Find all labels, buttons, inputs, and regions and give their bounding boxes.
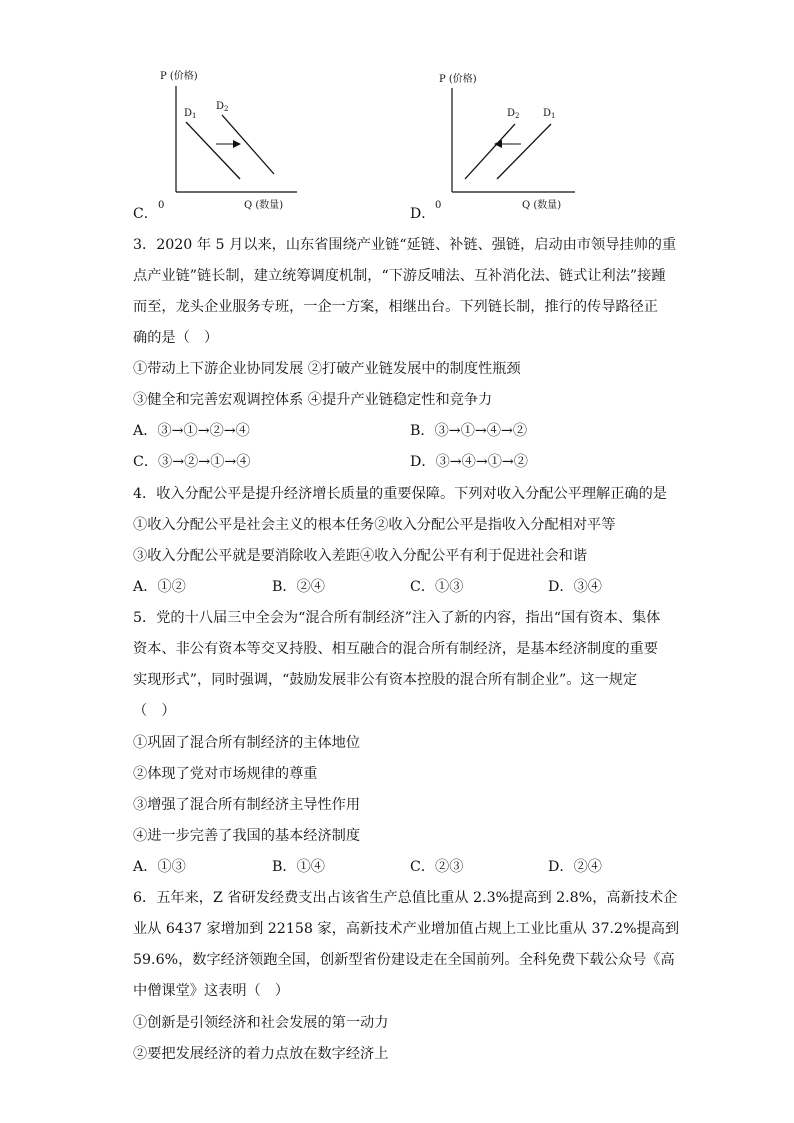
- q3-option-a: A．③→①→②→④: [133, 423, 250, 439]
- q3-option-c: C．③→②→①→④: [133, 454, 251, 470]
- graph-c-svg: [150, 62, 310, 214]
- graph-d-curve1: [465, 124, 515, 179]
- q5-line: （ ）: [133, 703, 176, 719]
- graph-d-origin: 0: [435, 200, 442, 211]
- q4-line: ①收入分配公平是社会主义的根本任务②收入分配公平是指收入分配相对平等: [133, 517, 616, 533]
- q4-line: 4．收入分配公平是提升经济增长质量的重要保障。下列对收入分配公平理解正确的是: [133, 486, 667, 502]
- q3-line: ①带动上下游企业协同发展 ②打破产业链发展中的制度性瓶颈: [133, 361, 521, 377]
- graph-d-x-label: Q (数量): [522, 200, 562, 211]
- q6-line: 59.6%，数字经济领跑全国，创新型省份建设走在全国前列。全科免费下载公众号《高: [133, 952, 675, 968]
- graph-d-svg: [425, 62, 585, 214]
- q4-option-a: A．①②: [133, 579, 186, 595]
- q4-option-d: D．③④: [548, 579, 602, 595]
- q5-line: 5．党的十八届三中全会为“混合所有制经济”注入了新的内容，指出“国有资本、集体: [133, 610, 661, 626]
- q5-option-d: D．②④: [548, 859, 602, 875]
- graph-d: [425, 62, 585, 214]
- graph-c-letter: C．: [133, 206, 158, 222]
- graph-c: [150, 62, 310, 214]
- q6-line: ②要把发展经济的着力点放在数字经济上: [133, 1046, 389, 1062]
- q3-option-d: D．③→④→①→②: [410, 454, 528, 470]
- q5-line: ③增强了混合所有制经济主导性作用: [133, 797, 361, 813]
- q5-line: 资本、非公有资本等交叉持股、相互融合的混合所有制经济，是基本经济制度的重要: [133, 641, 658, 657]
- q6-line: ①创新是引领经济和社会发展的第一动力: [133, 1015, 389, 1031]
- graph-d-curve2: [497, 124, 551, 179]
- graph-c-x-label: Q (数量): [244, 200, 284, 211]
- q5-line: 实现形式”，同时强调，“鼓励发展非公有资本控股的混合所有制企业”。这一规定: [133, 672, 638, 688]
- q6-line: 中僧课堂》这表明（ ）: [133, 983, 290, 999]
- q4-option-c: C．①③: [410, 579, 464, 595]
- q5-option-a: A．①③: [133, 859, 186, 875]
- graph-c-curve1-label: $D_1$: [184, 108, 197, 120]
- q3-line: 3．2020 年 5 月以来，山东省围绕产业链“延链、补链、强链，启动由市领导挂帅的重: [133, 237, 677, 253]
- q3-line: 而至，龙头企业服务专班，一企一方案，相继出台。下列链长制，推行的传导路径正: [133, 299, 658, 315]
- graph-d-letter: D．: [410, 206, 436, 222]
- q3-line: 确的是（ ）: [133, 330, 219, 346]
- q3-option-b: B．③→①→④→②: [410, 423, 528, 439]
- graph-c-curve1: [186, 122, 240, 179]
- q5-option-b: B．①④: [272, 859, 325, 875]
- q5-option-c: C．②③: [410, 859, 464, 875]
- q3-line: ③健全和完善宏观调控体系 ④提升产业链稳定性和竞争力: [133, 392, 493, 408]
- graph-c-curve2-label: $D_2$: [216, 101, 229, 113]
- q4-option-b: B．②④: [272, 579, 325, 595]
- q5-line: ①巩固了混合所有制经济的主体地位: [133, 735, 361, 751]
- graph-d-y-label: P (价格): [439, 74, 477, 85]
- q6-line: 业从 6437 家增加到 22158 家，高新技术产业增加值占规上工业比重从 37.2%提高到: [133, 921, 680, 937]
- graph-d-curve2-label: $D_1$: [543, 108, 556, 120]
- graph-c-y-label: P (价格): [160, 71, 198, 82]
- q4-line: ③收入分配公平就是要消除收入差距④收入分配公平有利于促进社会和谐: [133, 548, 588, 564]
- q5-line: ②体现了党对市场规律的尊重: [133, 766, 318, 782]
- q6-line: 6．五年来，Z 省研发经费支出占该省生产总值比重从 2.3%提高到 2.8%，高新技术企: [133, 890, 678, 906]
- graph-c-origin: 0: [158, 200, 165, 211]
- q3-line: 点产业链”链长制，建立统筹调度机制，“下游反哺法、互补消化法、链式让利法”接踵: [133, 268, 666, 284]
- graph-d-curve1-label: $D_2$: [507, 108, 520, 120]
- q5-line: ④进一步完善了我国的基本经济制度: [133, 828, 361, 844]
